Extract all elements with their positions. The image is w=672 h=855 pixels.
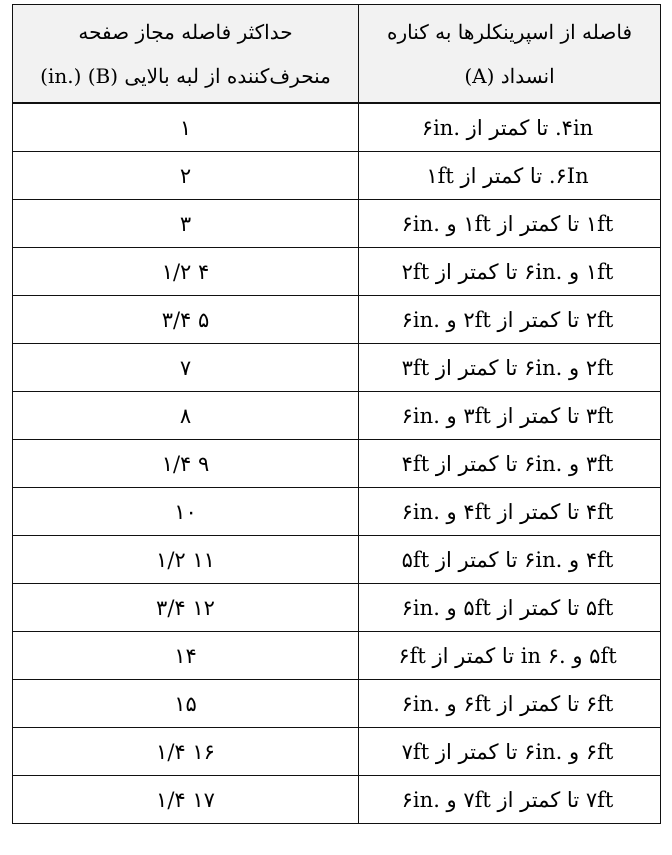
header-max-deflector-height <box>13 5 359 104</box>
table-row <box>13 776 661 824</box>
table-row <box>13 632 661 680</box>
cell-max-deflector-height: ۸ <box>13 392 359 440</box>
cell-max-deflector-height: ۱ <box>13 103 359 152</box>
cell-max-deflector-height: ۱۷ ۱/۴ <box>13 776 359 824</box>
table-row <box>13 296 661 344</box>
cell-distance-to-obstruction: ۷ft تا کمتر از ۷ft و .۶in <box>359 776 661 824</box>
cell-max-deflector-height: ۱۴ <box>13 632 359 680</box>
cell-distance-to-obstruction: ۶ft تا کمتر از ۶ft و .۶in <box>359 680 661 728</box>
cell-max-deflector-height: ۱۲ ۳/۴ <box>13 584 359 632</box>
cell-distance-to-obstruction: ۳ft و .۶in تا کمتر از ۴ft <box>359 440 661 488</box>
sprinkler-obstruction-table-container <box>12 4 660 824</box>
cell-distance-to-obstruction: ۴ft و .۶in تا کمتر از ۵ft <box>359 536 661 584</box>
table-row <box>13 680 661 728</box>
cell-distance-to-obstruction: ۲ft و .۶in تا کمتر از ۳ft <box>359 344 661 392</box>
cell-distance-to-obstruction: ۱ft و .۶in تا کمتر از ۲ft <box>359 248 661 296</box>
cell-max-deflector-height: ۱۰ <box>13 488 359 536</box>
header-distance-line1: فاصله از اسپرینکلرها به کناره <box>386 19 633 44</box>
cell-max-deflector-height: ۳ <box>13 200 359 248</box>
header-row <box>13 5 661 104</box>
table-row <box>13 584 661 632</box>
table-row <box>13 488 661 536</box>
table-row <box>13 728 661 776</box>
cell-distance-to-obstruction: ۶In. تا کمتر از ۱ft <box>359 152 661 200</box>
cell-distance-to-obstruction: ۴in. تا کمتر از .۶in <box>359 103 661 152</box>
table-row <box>13 152 661 200</box>
cell-distance-to-obstruction: ۲ft تا کمتر از ۲ft و .۶in <box>359 296 661 344</box>
table-row <box>13 200 661 248</box>
cell-distance-to-obstruction: ۵ft تا کمتر از ۵ft و .۶in <box>359 584 661 632</box>
cell-distance-to-obstruction: ۶ft و .۶in تا کمتر از ۷ft <box>359 728 661 776</box>
cell-distance-to-obstruction: ۴ft تا کمتر از ۴ft و .۶in <box>359 488 661 536</box>
cell-max-deflector-height: ۴ ۱/۲ <box>13 248 359 296</box>
cell-distance-to-obstruction: ۳ft تا کمتر از ۳ft و .۶in <box>359 392 661 440</box>
table-header <box>13 5 661 104</box>
cell-max-deflector-height: ۷ <box>13 344 359 392</box>
table-row <box>13 344 661 392</box>
cell-max-deflector-height: ۲ <box>13 152 359 200</box>
table-row <box>13 536 661 584</box>
table-row <box>13 440 661 488</box>
cell-max-deflector-height: ۱۱ ۱/۲ <box>13 536 359 584</box>
sprinkler-obstruction-table <box>12 4 661 824</box>
cell-max-deflector-height: ۹ ۱/۴ <box>13 440 359 488</box>
cell-distance-to-obstruction: ۵ft و .in ۶ تا کمتر از ۶ft <box>359 632 661 680</box>
table-row <box>13 248 661 296</box>
cell-max-deflector-height: ۱۵ <box>13 680 359 728</box>
table-body <box>13 103 661 824</box>
cell-distance-to-obstruction: ۱ft تا کمتر از ۱ft و .۶in <box>359 200 661 248</box>
header-distance-to-obstruction <box>359 5 661 104</box>
header-height-line1: حداکثر فاصله مجاز صفحه <box>78 19 293 44</box>
table-row <box>13 103 661 152</box>
cell-max-deflector-height: ۱۶ ۱/۴ <box>13 728 359 776</box>
header-distance-line2: انسداد (A) <box>464 63 555 88</box>
cell-max-deflector-height: ۵ ۳/۴ <box>13 296 359 344</box>
table-row <box>13 392 661 440</box>
header-height-line2: منحرف‌کننده از لبه بالایی (B) (.in) <box>40 63 331 88</box>
